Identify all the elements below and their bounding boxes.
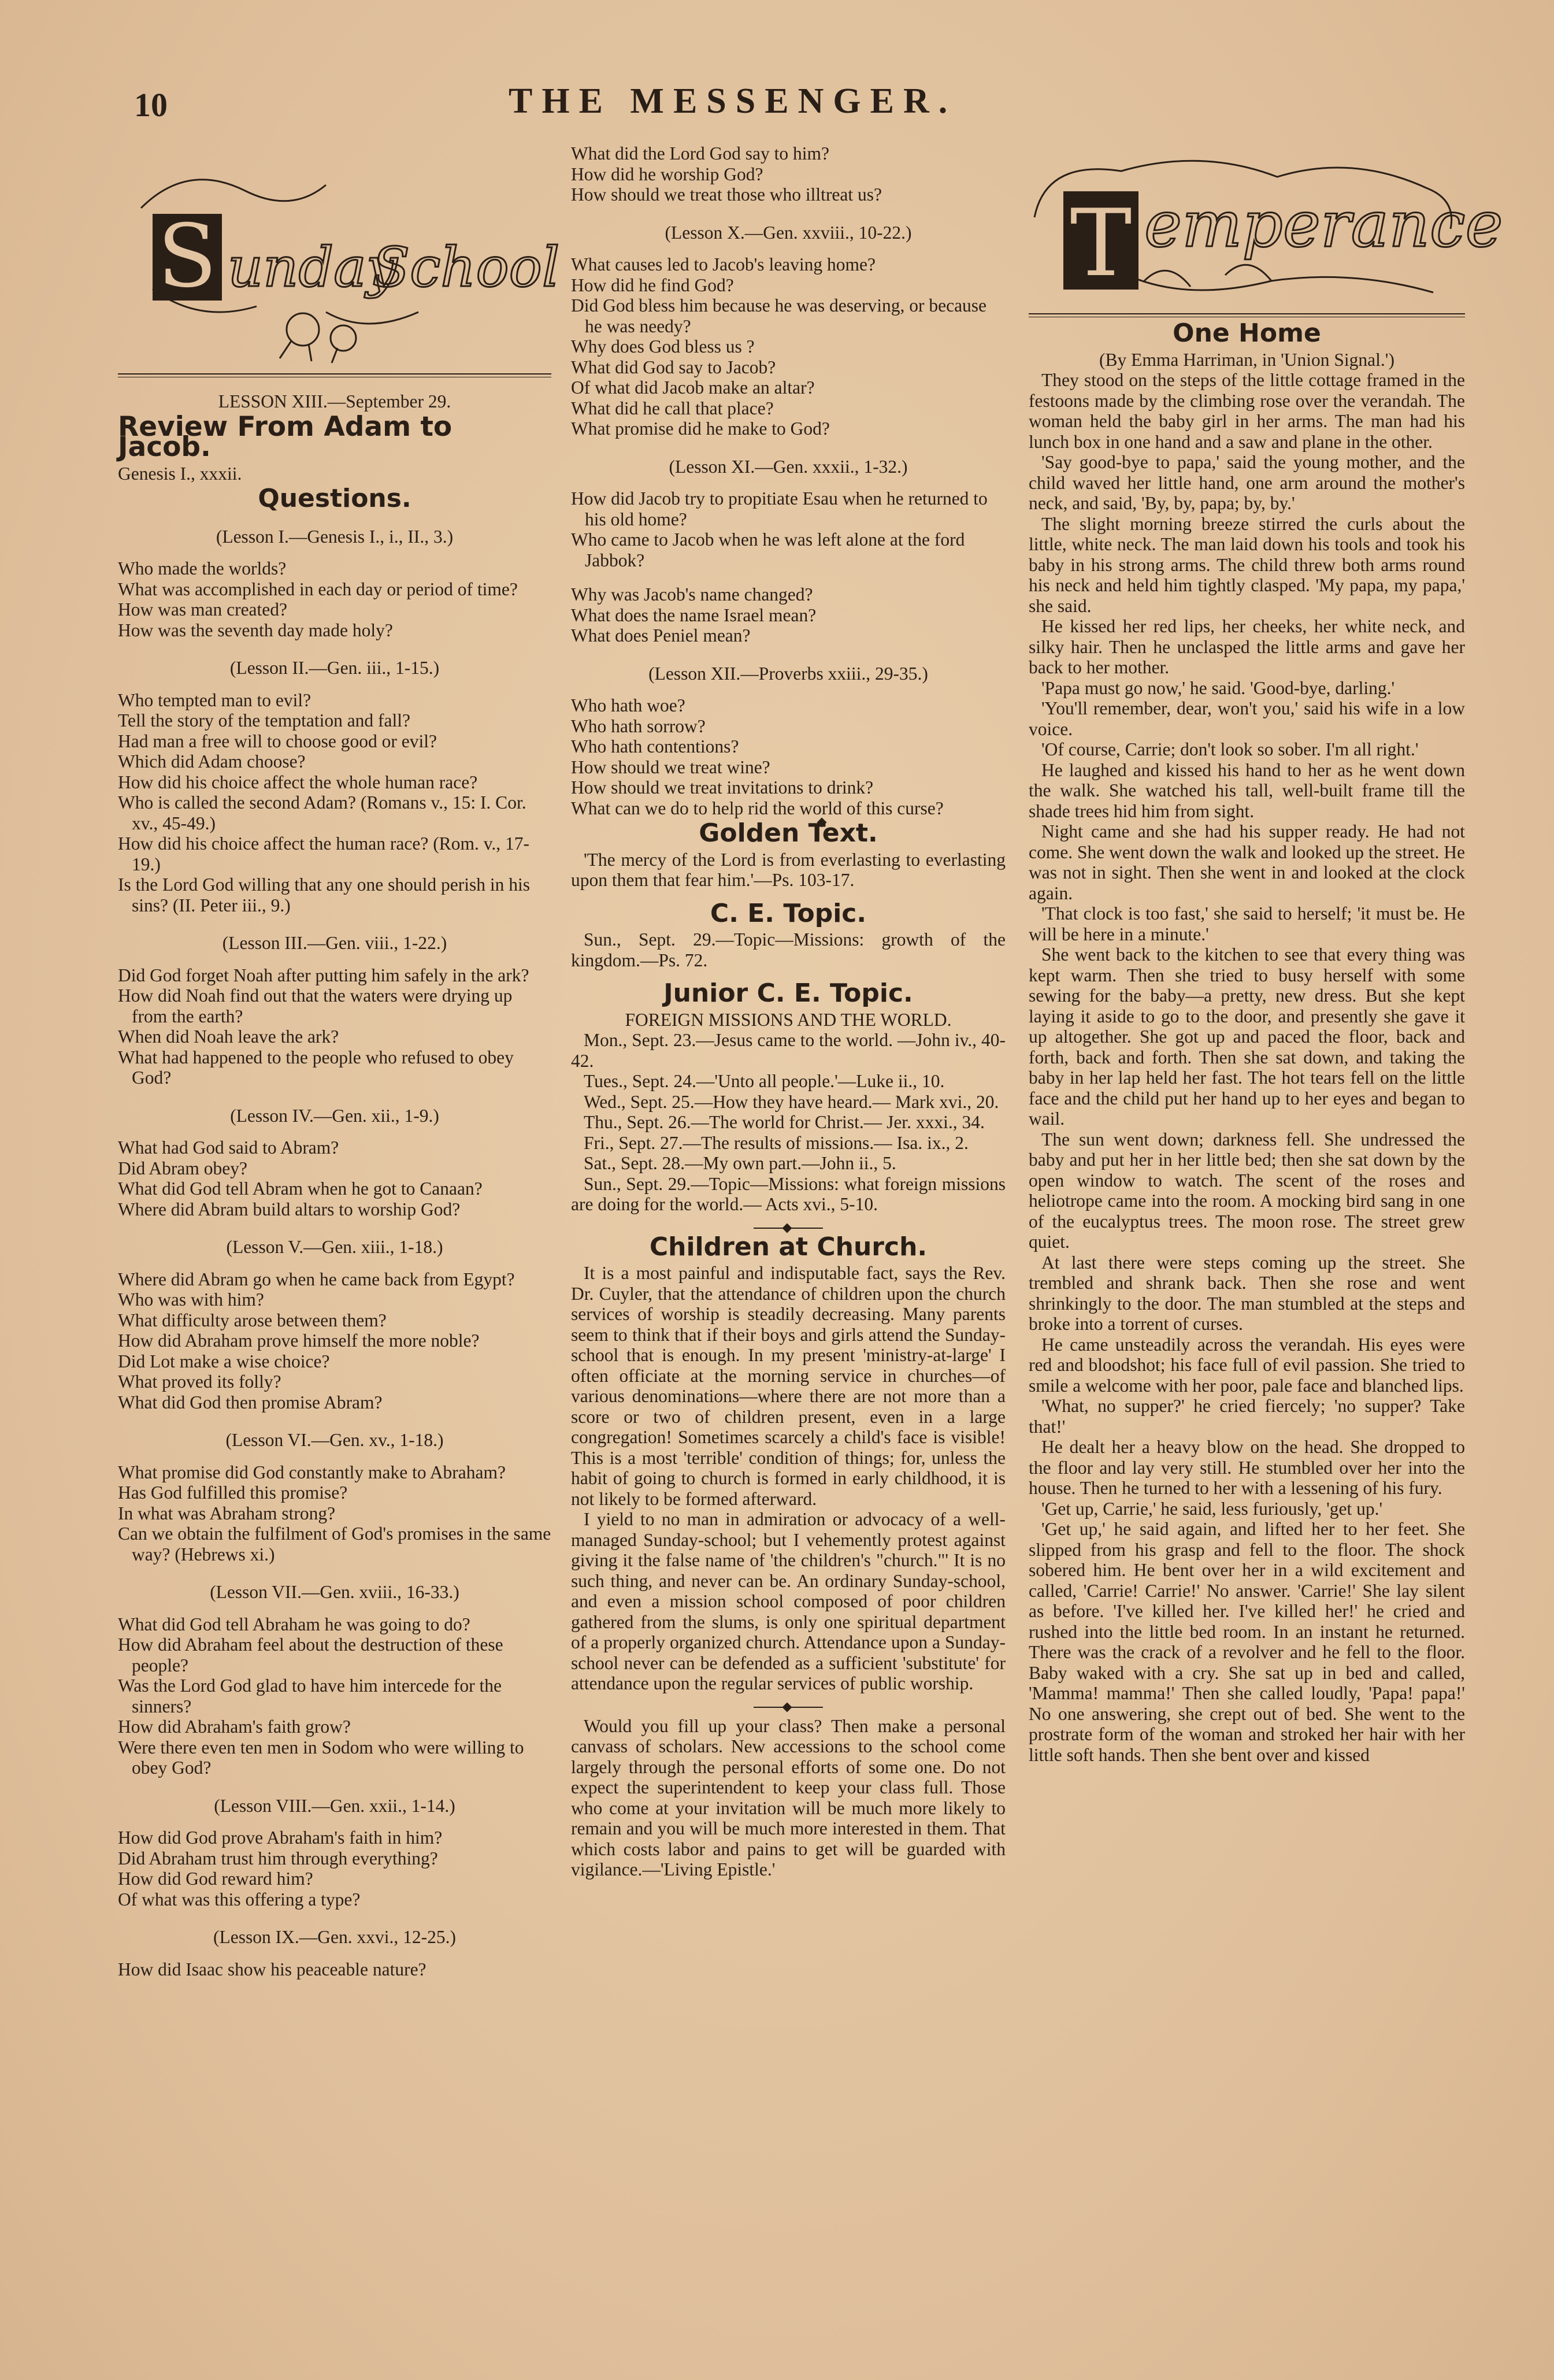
question-line: Did Abraham trust him through everything? xyxy=(118,1848,438,1869)
question-line: What did God say to Jacob? xyxy=(571,357,776,377)
lesson-reference: (Lesson IX.—Gen. xxvi., 12-25.) xyxy=(213,1927,456,1947)
question-line: What difficulty arose between them? xyxy=(118,1310,387,1330)
question-line: Did Lot make a wise choice? xyxy=(118,1351,330,1371)
question-line: Who hath contentions? xyxy=(571,736,739,757)
question-line: Were there even ten men in Sodom who were willing to obey God? xyxy=(118,1737,524,1778)
story-byline: (By Emma Harriman, in 'Union Signal.') xyxy=(1099,349,1394,370)
review-ref: Genesis I., xxxii. xyxy=(118,463,242,484)
svg-text:School: School xyxy=(372,236,560,299)
junior-ce-heading: Junior C. E. Topic. xyxy=(663,978,913,1008)
question-line: How did God reward him? xyxy=(118,1869,313,1889)
story-paragraph: 'What, no supper?' he cried fiercely; 'no supper? Take that!' xyxy=(1029,1396,1465,1437)
question-line: Who was with him? xyxy=(118,1289,264,1310)
svg-text:unday: unday xyxy=(228,236,398,299)
question-line: How did he find God? xyxy=(571,275,734,295)
question-line: What does Peniel mean? xyxy=(571,625,751,646)
question-line: What did God then promise Abram? xyxy=(118,1392,383,1413)
question-line: Which did Adam choose? xyxy=(118,751,306,772)
junior-ce-item: Thu., Sept. 26.—The world for Christ.— Jer. xxxi., 34. xyxy=(584,1112,985,1132)
ce-topic-heading: C. E. Topic. xyxy=(710,898,867,928)
question-line: How did his choice affect the whole human race? xyxy=(118,772,478,792)
children-at-church-article xyxy=(571,1263,1006,1694)
question-line: Is the Lord God willing that any one should perish in his sins? (II. Peter iii., 9.) xyxy=(118,874,531,915)
story-paragraph: 'That clock is too fast,' she said to herself; 'it must be. He will be here in a minute.' xyxy=(1029,903,1465,944)
question-line: What promise did he make to God? xyxy=(571,418,830,439)
svg-text:emperance: emperance xyxy=(1144,187,1503,261)
question-line: What did he call that place? xyxy=(571,398,774,418)
sunday-school-column xyxy=(118,139,560,1979)
lesson-reference: (Lesson XII.—Proverbs xxiii., 29-35.) xyxy=(648,663,928,684)
question-line: What did God tell Abram when he got to Canaan? xyxy=(118,1178,483,1199)
question-line: How did Isaac show his peaceable nature? xyxy=(118,1959,426,1979)
question-line: How should we treat those who illtreat us? xyxy=(571,184,882,205)
question-line: Who is called the second Adam? (Romans v., 15: I. Cor. xv., 45-49.) xyxy=(118,792,526,833)
question-line: What was accomplished in each day or period of time? xyxy=(118,579,518,599)
questions-heading: Questions. xyxy=(258,484,411,513)
masthead: THE MESSENGER. xyxy=(509,81,957,121)
question-line: What promise did God constantly make to Abraham? xyxy=(118,1462,506,1482)
golden-text-heading: Golden Text. xyxy=(699,818,878,848)
question-line: Why was Jacob's name changed? xyxy=(571,584,813,605)
question-line: Who hath woe? xyxy=(571,695,685,716)
question-line: Who tempted man to evil? xyxy=(118,689,311,710)
lesson-reference: (Lesson XI.—Gen. xxxii., 1-32.) xyxy=(669,456,908,477)
article-paragraph: I yield to no man in admiration or advocacy of a well-managed Sunday-school; but I vehemently protest against giving it the false name of 'the children's "church."' It is no such thing, and never can be. An ordinary Sunday-school, and even a mission school composed of poor children gathered from the slums, is only one spiritual department of a properly organized church. Attendance upon a Sunday-school never can be defended as a sufficient 'substitute' for attendance upon the regular services of public worship. xyxy=(571,1509,1006,1693)
question-line: How should we treat wine? xyxy=(571,757,770,777)
question-line: What causes led to Jacob's leaving home? xyxy=(571,254,876,275)
question-line: How did Abraham feel about the destruction of these people? xyxy=(118,1634,503,1675)
story-paragraph: 'Papa must go now,' he said. 'Good-bye, darling.' xyxy=(1041,677,1395,698)
page-number: 10 xyxy=(134,86,168,124)
story-paragraph: At last there were steps coming up the street. She trembled and shrank back. Then she rose and went shrinkingly to the door. The man stumbled at the steps and broke into a torrent of curses. xyxy=(1029,1252,1465,1334)
sunday-school-banner-art xyxy=(118,139,560,364)
svg-text:T: T xyxy=(1070,189,1132,297)
question-line: Did God forget Noah after putting him safely in the ark? xyxy=(118,965,529,985)
junior-ce-item: Sun., Sept. 29.—Topic—Missions: what foreign missions are doing for the world.— Acts xvi., 5-10. xyxy=(571,1173,1006,1214)
junior-ce-subheading: FOREIGN MISSIONS AND THE WORLD. xyxy=(625,1009,952,1030)
banner-rule xyxy=(1029,313,1465,317)
question-line: Who came to Jacob when he was left alone at the ford Jabbok? xyxy=(571,529,965,570)
lesson-reference: (Lesson X.—Gen. xxviii., 10-22.) xyxy=(665,222,912,243)
story-paragraph: Night came and she had his supper ready. He had not come. She went down the walk and looked up the street. He was not in sight. Then she went in and looked at the clock again. xyxy=(1029,821,1465,903)
story-paragraph: 'You'll remember, dear, won't you,' said his wife in a low voice. xyxy=(1029,698,1465,739)
question-line: What does the name Israel mean? xyxy=(571,605,817,625)
question-line: What had God said to Abram? xyxy=(118,1137,339,1158)
story-paragraph: She went back to the kitchen to see that every thing was kept warm. Then she tried to busy herself with some sewing for the baby—a pretty, new dress. But she kept laying it aside to go to the door, and presently she gave it up altogether. She got up and paced the floor, back and forth, back and forth. Then she sat down, and taking the baby in her lap held her fast. The hot tears fell on the little face and the child put her hand up to her eyes and began to wail. xyxy=(1029,944,1465,1129)
question-line: When did Noah leave the ark? xyxy=(118,1026,339,1047)
question-line: Tell the story of the temptation and fall? xyxy=(118,710,411,731)
question-line: Can we obtain the fulfilment of God's promises in the same way? (Hebrews xi.) xyxy=(118,1523,551,1565)
question-line: Has God fulfilled this promise? xyxy=(118,1482,348,1503)
story-paragraph: 'Get up, Carrie,' he said, less furiously, 'get up.' xyxy=(1041,1498,1383,1519)
question-line: What did God tell Abraham he was going to do? xyxy=(118,1614,470,1634)
question-line: What can we do to help rid the world of this curse? xyxy=(571,798,944,818)
lesson-label: LESSON XIII.—September 29. xyxy=(218,391,451,412)
lesson-reference: (Lesson III.—Gen. viii., 1-22.) xyxy=(222,933,447,953)
lesson-reference: (Lesson II.—Gen. iii., 1-15.) xyxy=(229,658,440,678)
one-home-title: One Home xyxy=(1173,318,1321,348)
question-line: How was the seventh day made holy? xyxy=(118,620,393,640)
question-line: Did God bless him because he was deserving, or because he was needy? xyxy=(571,295,987,336)
question-line: What had happened to the people who refused to obey God? xyxy=(118,1047,514,1088)
question-line: How did God prove Abraham's faith in him? xyxy=(118,1827,443,1848)
question-line: How did Jacob try to propitiate Esau when he returned to his old home? xyxy=(571,488,988,529)
story-paragraph: The sun went down; darkness fell. She undressed the baby and put her in her little bed; then she sat down by the open window to watch. The scent of the roses and heliotrope came into the room. A mocking bird sang in one of the eucalyptus trees. The moon rose. The street grew quiet. xyxy=(1029,1129,1465,1252)
class-note: Would you fill up your class? Then make a personal canvass of scholars. New accessions to the school come largely through the personal efforts of some one. Do not expect the superintendent to keep your class full. Those who come at your invitation will be much more likely to remain and you will be much more interested in them. That which costs labor and pains to get will be guarded with vigilance.—'Living Epistle.' xyxy=(571,1715,1006,1879)
question-line: Of what did Jacob make an altar? xyxy=(571,377,815,398)
junior-ce-item: Wed., Sept. 25.—How they have heard.— Mark xvi., 20. xyxy=(584,1091,999,1112)
question-line: How was man created? xyxy=(118,599,287,620)
question-line: How did Noah find out that the waters were drying up from the earth? xyxy=(118,985,513,1026)
story-paragraph: 'Of course, Carrie; don't look so sober. I'm all right.' xyxy=(1041,739,1419,759)
lesson-reference: (Lesson V.—Gen. xiii., 1-18.) xyxy=(226,1237,443,1257)
lesson-ix-continued xyxy=(571,143,1006,205)
question-line: Did Abram obey? xyxy=(118,1158,247,1178)
temperance-banner xyxy=(1029,136,1503,310)
ce-topic-text: Sun., Sept. 29.—Topic—Missions: growth of the kingdom.—Ps. 72. xyxy=(571,929,1006,970)
question-line: How did he worship God? xyxy=(571,164,763,184)
question-line: Was the Lord God glad to have him intercede for the sinners? xyxy=(118,1675,502,1717)
banner-rule xyxy=(118,373,551,377)
middle-column xyxy=(571,143,1006,1880)
junior-ce-item: Fri., Sept. 27.—The results of missions.— Isa. ix., 2. xyxy=(584,1132,969,1153)
golden-text: 'The mercy of the Lord is from everlasting to everlasting upon them that fear him.'—Ps. 103-17. xyxy=(571,849,1006,890)
one-home-story xyxy=(1029,370,1465,1765)
story-paragraph: 'Get up,' he said again, and lifted her to her feet. She slipped from his grasp and fell to the floor. The shock sobered him. He bent over her in a wild excitement and called, 'Carrie! Carrie!' No answer. 'Carrie!' She lay silent as before. 'I've killed her. I've killed her!' he cried and rushed into the little bed room. In an instant he returned. There was the crack of a revolver and he fell to the floor. Baby waked with a cry. She sat up in bed and called, 'Mamma! mamma!' Then she called loudly, 'Papa! papa!' No one answering, she crept out of bed. She went to the prostrate form of the woman and stroked her hair with her little soft hands. Then she bent over and kissed xyxy=(1029,1519,1465,1765)
lesson-reference: (Lesson I.—Genesis I., i., II., 3.) xyxy=(216,526,454,547)
ornament-divider xyxy=(754,1228,823,1229)
question-line: How did Abraham prove himself the more noble? xyxy=(118,1330,480,1351)
svg-text:S: S xyxy=(157,206,217,307)
question-line: What proved its folly? xyxy=(118,1371,281,1392)
question-line: In what was Abraham strong? xyxy=(118,1503,336,1523)
temperance-banner-art xyxy=(1029,136,1503,310)
junior-ce-item: Tues., Sept. 24.—'Unto all people.'—Luke ii., 10. xyxy=(584,1071,945,1091)
sunday-school-banner xyxy=(118,139,560,370)
question-line: How should we treat invitations to drink? xyxy=(571,777,874,798)
story-paragraph: He dealt her a heavy blow on the head. She dropped to the floor and lay very still. He stumbled over her into the house. Then he turned to her with a lessening of his fury. xyxy=(1029,1437,1465,1498)
story-paragraph: He kissed her red lips, her cheeks, her white neck, and silky hair. Then he unclasped the little arms and gave her back to her mother. xyxy=(1029,616,1465,677)
question-line: Why does God bless us ? xyxy=(571,336,755,357)
question-line: How did his choice affect the human race? (Rom. v., 17-19.) xyxy=(118,833,530,874)
question-line: What did the Lord God say to him? xyxy=(571,143,830,164)
lesson-reference: (Lesson VI.—Gen. xv., 1-18.) xyxy=(225,1430,444,1450)
junior-ce-item: Sat., Sept. 28.—My own part.—John ii., 5. xyxy=(584,1153,896,1173)
temperance-column xyxy=(1029,136,1503,1765)
article-paragraph: It is a most painful and indisputable fact, says the Rev. Dr. Cuyler, that the attendance of children upon the church services of worship is steadily decreasing. Many parents seem to think that if their boys and girls attend the Sunday-school that is enough. In my present 'ministry-at-large' I often officiate at the morning service in churches—of various denominations—where there are not more than a score or two of children present, even in a large congregation! Sometimes scarcely a child's face is visible! This is a most 'terrible' condition of things; for, unless the habit of going to church is formed in early childhood, it is not likely to be formed afterward. xyxy=(571,1263,1006,1509)
lesson-reference: (Lesson VII.—Gen. xviii., 16-33.) xyxy=(210,1582,459,1602)
story-paragraph: 'Say good-bye to papa,' said the young mother, and the child waved her little hand, one arm around the mother's neck, and said, 'By, by, papa; by, by.' xyxy=(1029,452,1465,513)
question-line: How did Abraham's faith grow? xyxy=(118,1717,351,1737)
question-line: Of what was this offering a type? xyxy=(118,1889,361,1910)
junior-ce-list xyxy=(571,1030,1006,1215)
story-paragraph: The slight morning breeze stirred the curls about the little, white neck. The man laid down his tools and took his baby in his strong arms. The child threw both arms round his neck and held him tightly clasped. 'My papa, my papa,' she said. xyxy=(1029,513,1465,616)
question-line: Who made the worlds? xyxy=(118,558,287,579)
review-title: Review From Adam to Jacob. xyxy=(118,410,453,463)
question-line: Had man a free will to choose good or evil? xyxy=(118,731,437,751)
lesson-reference: (Lesson IV.—Gen. xii., 1-9.) xyxy=(230,1105,439,1126)
lesson-reference: (Lesson VIII.—Gen. xxii., 1-14.) xyxy=(214,1795,455,1816)
question-line: Who hath sorrow? xyxy=(571,716,706,736)
children-at-church-heading: Children at Church. xyxy=(649,1232,928,1262)
lesson-sections-continued xyxy=(571,223,1006,819)
question-line: Where did Abram build altars to worship God? xyxy=(118,1199,461,1219)
story-paragraph: They stood on the steps of the little cottage framed in the festoons made by the climbing rose over the verandah. The woman held the baby girl in her arms. The man had his lunch box in one hand and a saw and plane in the other. xyxy=(1029,370,1465,452)
ornament-divider xyxy=(754,1707,823,1708)
story-paragraph: He laughed and kissed his hand to her as he went down the walk. She watched his tall, well-built frame till the shade trees hid him from sight. xyxy=(1029,759,1465,821)
junior-ce-item: Mon., Sept. 23.—Jesus came to the world. —John iv., 40-42. xyxy=(571,1030,1006,1071)
story-paragraph: He came unsteadily across the verandah. His eyes were red and bloodshot; his face full of evil passion. She tried to smile a welcome with her poor, pale face and blanched lips. xyxy=(1029,1334,1465,1396)
lesson-sections xyxy=(118,527,551,1980)
question-line: Where did Abram go when he came back from Egypt? xyxy=(118,1269,515,1289)
